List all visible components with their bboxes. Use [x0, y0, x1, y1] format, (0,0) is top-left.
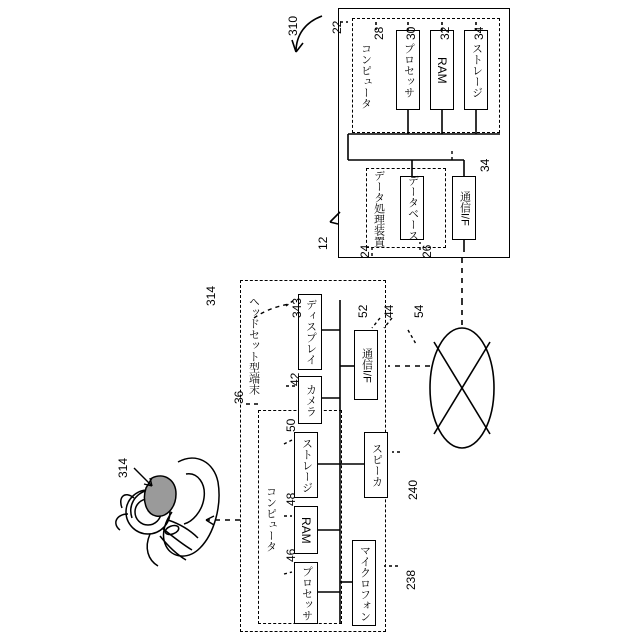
ref-343: 343 [290, 297, 304, 318]
ref-314-top: 314 [204, 285, 218, 306]
ref-240: 240 [406, 479, 420, 500]
headset-comm-if-label: 通信I/F [360, 347, 373, 383]
server-processor-label: プロセッサ [402, 42, 415, 98]
ref-22: 22 [330, 20, 344, 34]
headset-ram-label: RAM [299, 516, 313, 544]
ref-26: 26 [420, 244, 434, 258]
ref-42: 42 [288, 372, 302, 386]
ref-32: 32 [438, 26, 452, 40]
ref-34-bus: 34 [478, 158, 492, 172]
server-database-label: データベース [406, 175, 419, 241]
headset-storage-label: ストレージ [300, 437, 313, 493]
ref-54: 54 [412, 304, 426, 318]
headset-terminal-label: ヘッドセット型端末 [247, 295, 260, 395]
ref-50: 50 [284, 418, 298, 432]
headset-processor-label: プロセッサ [300, 565, 313, 621]
headset-microphone-label: マイクロフォン [358, 544, 371, 622]
server-ram-label: RAM [435, 56, 449, 84]
ear-anatomy-illustration [116, 458, 219, 566]
ref-12: 12 [316, 236, 330, 250]
ref-238: 238 [404, 569, 418, 590]
ref-24: 24 [358, 244, 372, 258]
ref-46: 46 [284, 548, 298, 562]
ref-310: 310 [286, 15, 300, 36]
ref-28: 28 [372, 26, 386, 40]
ref-34-storage: 34 [472, 26, 486, 40]
ref-48: 48 [284, 492, 298, 506]
headset-speaker-label: スピーカ [370, 443, 383, 487]
ref-314-anatomy: 314 [116, 457, 130, 478]
server-storage-label: ストレージ [470, 42, 483, 98]
ref-30: 30 [404, 26, 418, 40]
headset-camera-label: カメラ [304, 383, 317, 417]
headset-computer-label: コンピュータ [264, 486, 277, 552]
server-comm-if-label: 通信I/F [458, 190, 471, 226]
ref-52: 52 [356, 304, 370, 318]
server-computer-label: コンピュータ [359, 43, 372, 109]
server-data-processor-label: データ処理装置 [372, 169, 385, 247]
headset-display-label: ディスプレイ [304, 299, 317, 365]
ref-36: 36 [232, 390, 246, 404]
ref-44: 44 [382, 304, 396, 318]
